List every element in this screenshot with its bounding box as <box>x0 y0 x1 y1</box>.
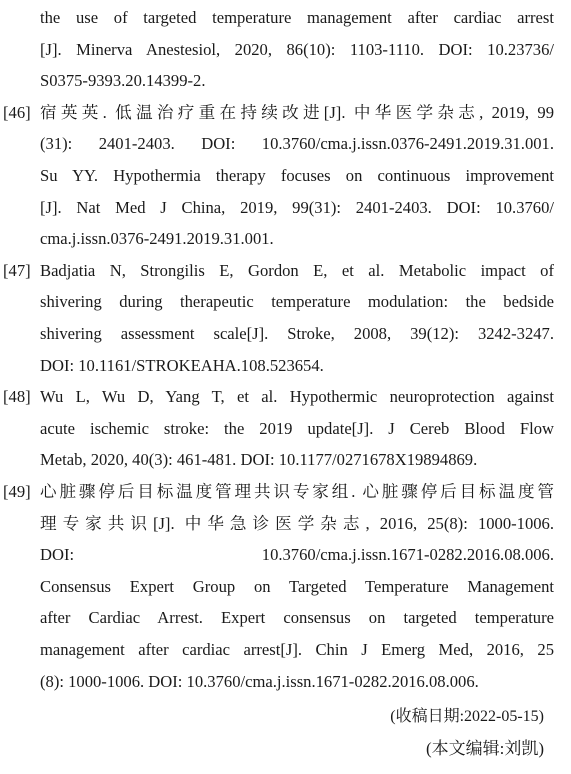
reference-text: cma.j.issn.0376-2491.2019.31.001. <box>40 229 274 249</box>
reference-text: Metab, 2020, 40(3): 461-481. DOI: 10.1177/0271678X19894869. <box>40 450 478 470</box>
reference-text: shivering during therapeutic temperature modulation: the bedside <box>40 292 554 312</box>
reference-line <box>0 602 571 634</box>
reference-line <box>0 476 571 508</box>
reference-text: after Cardiac Arrest. Expert consensus on targeted temperature <box>40 608 554 628</box>
reference-line <box>0 539 571 571</box>
reference-text: Su YY. Hypothermia therapy focuses on continuous improvement <box>40 166 554 185</box>
reference-line <box>0 65 571 97</box>
reference-text: 心脏骤停后目标温度管理共识专家组. 心脏骤停后目标温度管 <box>40 482 554 501</box>
reference-line <box>0 381 571 413</box>
reference-line <box>0 634 571 666</box>
reference-line <box>0 128 571 160</box>
reference-line <box>0 413 571 445</box>
reference-text: [J]. Nat Med J China, 2019, 99(31): 2401-2403. DOI: 10.3760/ <box>40 197 554 217</box>
reference-number: [46] <box>3 102 31 122</box>
reference-line <box>0 318 571 350</box>
reference-text: management after cardiac arrest[J]. Chin J Emerg Med, 2016, 25 <box>40 640 554 659</box>
reference-number: [48] <box>3 387 31 407</box>
reference-number: [49] <box>3 482 31 501</box>
reference-line <box>0 97 571 129</box>
reference-text: DOI: 10.1161/STROKEAHA.108.523654. <box>40 355 324 375</box>
reference-text: Wu L, Wu D, Yang T, et al. Hypothermic neuroprotection against <box>40 387 554 407</box>
reference-line <box>0 350 571 382</box>
reference-text: S0375-9393.20.14399-2. <box>40 71 206 91</box>
reference-line <box>0 255 571 287</box>
reference-text: shivering assessment scale[J]. Stroke, 2008, 39(12): 3242-3247. <box>40 324 554 343</box>
reference-text: Consensus Expert Group on Targeted Temperature Management <box>40 576 554 596</box>
reference-text: 宿英英. 低温治疗重在持续改进[J]. 中华医学杂志, 2019, 99 <box>40 102 554 122</box>
received-date: (收稿日期:2022-05-15) <box>390 708 544 725</box>
reference-text: Badjatia N, Strongilis E, Gordon E, et al. Metabolic impact of <box>40 260 554 280</box>
reference-line <box>0 223 571 255</box>
reference-line <box>0 508 571 540</box>
reference-line <box>0 666 571 698</box>
reference-line <box>0 571 571 603</box>
editor-note: (本文编辑:刘凯) <box>425 739 544 758</box>
reference-line <box>0 160 571 192</box>
reference-line <box>0 286 571 318</box>
reference-number: [47] <box>3 260 31 280</box>
reference-text: (31): 2401-2403. DOI: 10.3760/cma.j.issn.0376-2491.2019.31.001. <box>40 134 554 154</box>
reference-text: [J]. Minerva Anestesiol, 2020, 86(10): 1103-1110. DOI: 10.23736/ <box>40 39 554 59</box>
reference-line <box>0 2 571 34</box>
reference-line <box>0 34 571 66</box>
reference-text: the use of targeted temperature management after cardiac arrest <box>40 8 554 27</box>
reference-text: DOI: 10.3760/cma.j.issn.1671-0282.2016.08.006. <box>40 545 554 565</box>
reference-line <box>0 444 571 476</box>
reference-line <box>0 192 571 224</box>
reference-text: acute ischemic stroke: the 2019 update[J]. J Cereb Blood Flow <box>40 418 554 438</box>
reference-text: (8): 1000-1006. DOI: 10.3760/cma.j.issn.1671-0282.2016.08.006. <box>40 671 479 691</box>
reference-text: 理专家共识[J]. 中华急诊医学杂志, 2016, 25(8): 1000-1006. <box>40 513 554 533</box>
